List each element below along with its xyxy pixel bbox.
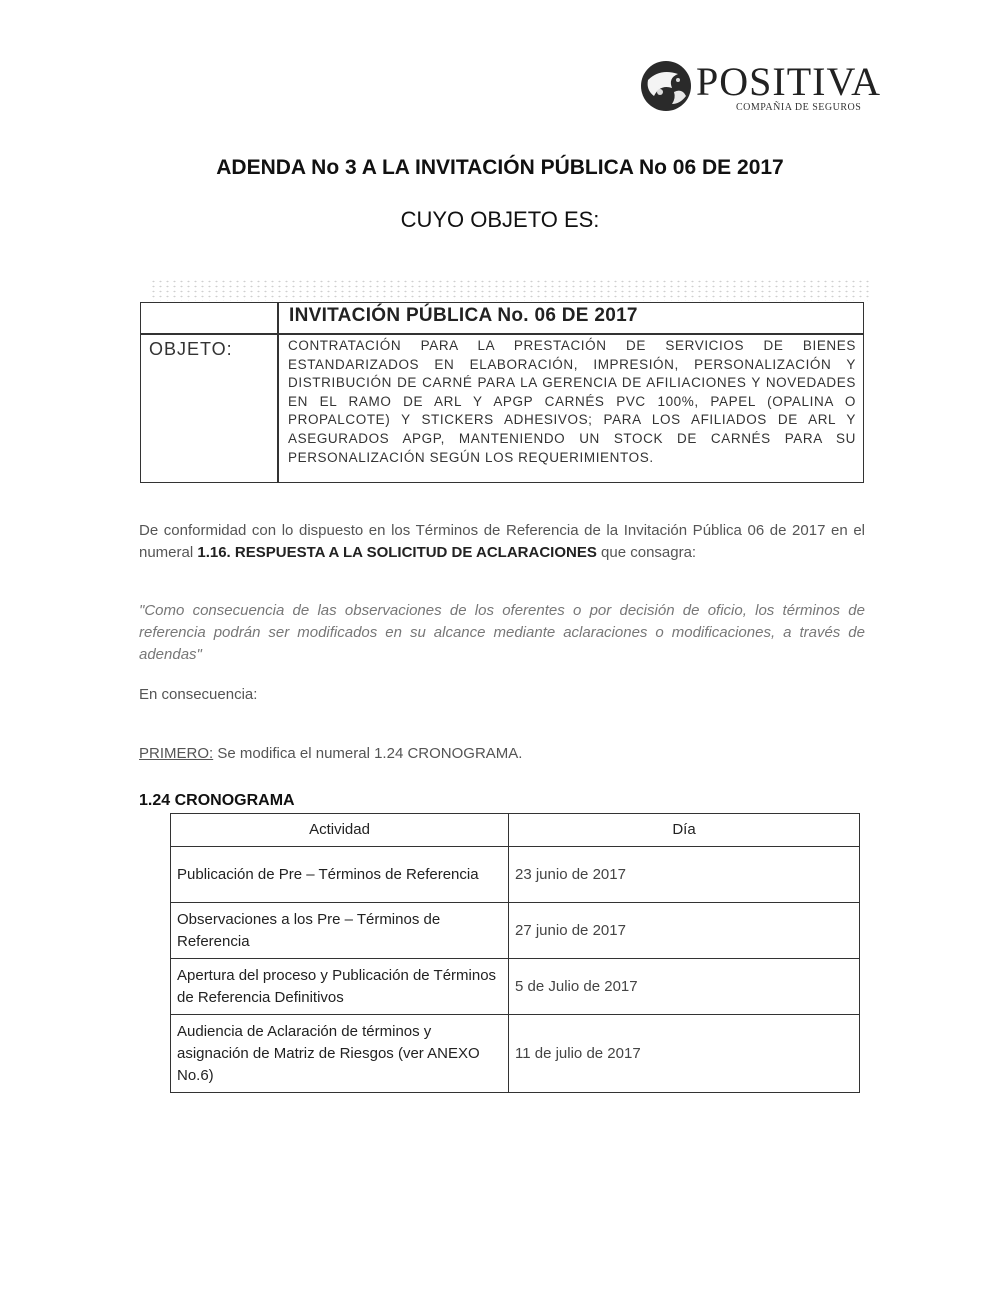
logo-name: POSITIVA — [696, 59, 882, 104]
column-header-day: Día — [509, 814, 860, 847]
section-title: 1.24 CRONOGRAMA — [139, 792, 295, 809]
primero-paragraph — [139, 743, 865, 765]
paragraph-bold-ref: 1.16. RESPUESTA A LA SOLICITUD DE ACLARACIONES — [197, 544, 597, 561]
table-row — [171, 1015, 860, 1093]
table-row — [171, 903, 860, 959]
paragraph-text: De conformidad con lo dispuesto en los Términos de Referencia de la Invitación Pública 06 de 2017 en el numeral — [139, 522, 865, 561]
activity-cell: Observaciones a los Pre – Términos de Referencia — [171, 903, 509, 959]
scan-noise — [150, 279, 870, 301]
primero-text: Se modifica el numeral 1.24 CRONOGRAMA. — [213, 745, 523, 762]
quote-paragraph: "Como consecuencia de las observaciones de los oferentes o por decisión de oficio, los términos de referencia podrán ser modificados en su alcance mediante aclaraciones o modificaciones, a través de adendas" — [139, 602, 865, 663]
page-subtitle: CUYO OBJETO ES: — [400, 207, 600, 232]
object-box — [140, 302, 864, 483]
date-cell: 5 de Julio de 2017 — [509, 959, 860, 1015]
invitation-heading: INVITACIÓN PÚBLICA No. 06 DE 2017 — [289, 305, 638, 326]
column-header-activity: Actividad — [171, 814, 509, 847]
table-header-row — [171, 814, 860, 847]
primero-label: PRIMERO: — [139, 745, 214, 762]
box-divider-horizontal — [141, 333, 863, 335]
object-label: OBJETO: — [149, 339, 233, 359]
box-divider-vertical — [277, 303, 279, 482]
table-row — [171, 847, 860, 903]
company-logo — [638, 58, 882, 118]
page-title: ADENDA No 3 A LA INVITACIÓN PÚBLICA No 06 DE 2017 — [216, 156, 784, 179]
consequence-text: En consecuencia: — [139, 686, 258, 703]
table-row — [171, 959, 860, 1015]
activity-cell: Audiencia de Aclaración de términos y asignación de Matriz de Riesgos (ver ANEXO No.6) — [171, 1015, 509, 1093]
activity-cell: Apertura del proceso y Publicación de Términos de Referencia Definitivos — [171, 959, 509, 1015]
globe-logo-icon — [638, 58, 694, 114]
object-text: CONTRATACIÓN PARA LA PRESTACIÓN DE SERVICIOS DE BIENES ESTANDARIZADOS EN ELABORACIÓN, IMPRESIÓN, PERSONALIZACIÓN Y DISTRIBUCIÓN DE CARNÉ PARA LA GERENCIA DE AFILIACIONES Y NOVEDADES EN EL RAMO DE ARL Y APGP CARNÉS PVC 100%, PAPEL (OPALINA O PROPALCOTE) Y STICKERS ADHESIVOS; PARA LOS AFILIADOS DE ARL Y ASEGURADOS APGP, MANTENIENDO UN STOCK DE CARNÉS PARA SU PERSONALIZACIÓN SEGÚN LOS REQUERIMIENTOS. — [288, 338, 856, 465]
schedule-table — [170, 813, 860, 1093]
date-cell: 11 de julio de 2017 — [509, 1015, 860, 1093]
activity-cell: Publicación de Pre – Términos de Referencia — [171, 847, 509, 903]
date-cell: 27 junio de 2017 — [509, 903, 860, 959]
paragraph-terms — [139, 520, 865, 564]
logo-tagline: COMPAÑIA DE SEGUROS — [736, 102, 862, 113]
date-cell: 23 junio de 2017 — [509, 847, 860, 903]
paragraph-text-end: que consagra: — [596, 544, 697, 561]
